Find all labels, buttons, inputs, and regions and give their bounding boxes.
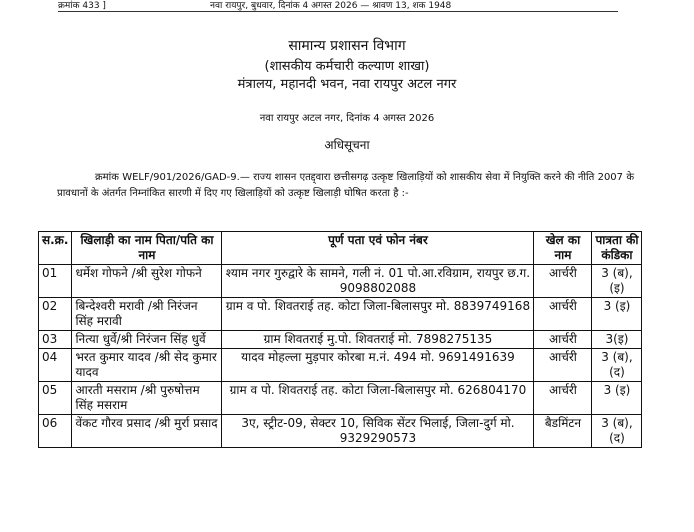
- place-date: नवा रायपुर अटल नगर, दिनांक 4 अगस्त 2026: [259, 113, 435, 124]
- branch-name: (शासकीय कर्मचारी कल्याण शाखा): [264, 59, 430, 74]
- table-row: [39, 331, 642, 349]
- header-address: पूर्ण पता एवं फोन नंबर: [222, 232, 534, 265]
- header-clause: पात्रता की कंडिका: [592, 232, 642, 265]
- cell-serial: 04: [39, 349, 72, 382]
- gazette-header: [0, 0, 694, 14]
- cell-sport: आर्चरी: [534, 382, 592, 415]
- cell-serial: 03: [39, 331, 72, 349]
- cell-name: बिन्देश्वरी मरावी /श्री निरंजन सिंह मरावी: [72, 298, 222, 331]
- cell-serial: 05: [39, 382, 72, 415]
- cell-clause: 3 (ब), (द): [592, 349, 642, 382]
- cell-sport: आर्चरी: [534, 298, 592, 331]
- cell-sport: आर्चरी: [534, 331, 592, 349]
- cell-address: 3ए, स्ट्रीट-09, सेक्टर 10, सिविक सेंटर भिलाई, जिला-दुर्ग मो. 9329290573: [222, 415, 534, 448]
- cell-serial: 06: [39, 415, 72, 448]
- cell-clause: 3 (ब), (इ): [592, 265, 642, 298]
- cell-address: ग्राम व पो. शिवतराई तह. कोटा जिला-बिलासपुर मो. 8839749168: [222, 298, 534, 331]
- cell-sport: बैडमिंटन: [534, 415, 592, 448]
- table-row: [39, 382, 642, 415]
- notification-body-text: क्रमांक WELF/901/2026/GAD-9.— राज्य शासन एतद्द्वारा छत्तीसगढ़ उत्कृष्ट खिलाड़ियों को शासकीय सेवा में नियुक्ति करने की नीति 2007 के प्रावधानों के अंतर्गत निम्नांकित सारणी में दिए गए खिलाड़ियों को उत्कृष्ट खिलाड़ी घोषित करता है :-: [57, 172, 634, 199]
- table-header-row: [39, 232, 642, 265]
- table-row: [39, 415, 642, 448]
- header-sport: खेल का नाम: [534, 232, 592, 265]
- cell-address: श्याम नगर गुरुद्वारे के सामने, गली नं. 01 पो.आ.रविग्राम, रायपुर छ.ग. 9098802088: [222, 265, 534, 298]
- header-rule: [58, 11, 618, 12]
- cell-address: ग्राम शिवतराई मु.पो. शिवतराई मो. 7898275135: [222, 331, 534, 349]
- cell-clause: 3 (ब), (द): [592, 415, 642, 448]
- cell-clause: 3 (इ): [592, 382, 642, 415]
- header-name: खिलाड़ी का नाम पिता/पति का नाम: [72, 232, 222, 265]
- cell-name: भरत कुमार यादव /श्री सेद कुमार यादव: [72, 349, 222, 382]
- department-title: सामान्य प्रशासन विभाग: [288, 38, 406, 54]
- cell-address: यादव मोहल्ला मुड़पार कोरबा म.नं. 494 मो. 9691491639: [222, 349, 534, 382]
- table-row: [39, 298, 642, 331]
- table-row: [39, 349, 642, 382]
- cell-sport: आर्चरी: [534, 265, 592, 298]
- cell-sport: आर्चरी: [534, 349, 592, 382]
- cell-address: ग्राम व पो. शिवतराई तह. कोटा जिला-बिलासपुर मो. 626804170: [222, 382, 534, 415]
- cell-serial: 01: [39, 265, 72, 298]
- athletes-table: [38, 231, 642, 448]
- notification-title: अधिसूचना: [324, 138, 370, 152]
- office-address: मंत्रालय, महानदी भवन, नवा रायपुर अटल नगर: [237, 77, 457, 92]
- cell-clause: 3(इ): [592, 331, 642, 349]
- cell-serial: 02: [39, 298, 72, 331]
- gazette-date-line: नवा रायपुर, बुधवार, दिनांक 4 अगस्त 2026 — श्रावण 13, शक 1948: [210, 1, 452, 11]
- cell-name: वेंकट गौरव प्रसाद /श्री मुर्रा प्रसाद: [72, 415, 222, 448]
- cell-name: आरती मसराम /श्री पुरुषोत्तम सिंह मसराम: [72, 382, 222, 415]
- table-row: [39, 265, 642, 298]
- header-serial: स.क्र.: [39, 232, 72, 265]
- cell-name: धर्मेश गोफने /श्री सुरेश गोफने: [72, 265, 222, 298]
- gazette-number: क्रमांक 433 ]: [58, 1, 106, 11]
- cell-clause: 3 (इ): [592, 298, 642, 331]
- cell-name: नित्या धुर्वे/श्री निरंजन सिंह धुर्वे: [72, 331, 222, 349]
- notification-body: [57, 170, 634, 202]
